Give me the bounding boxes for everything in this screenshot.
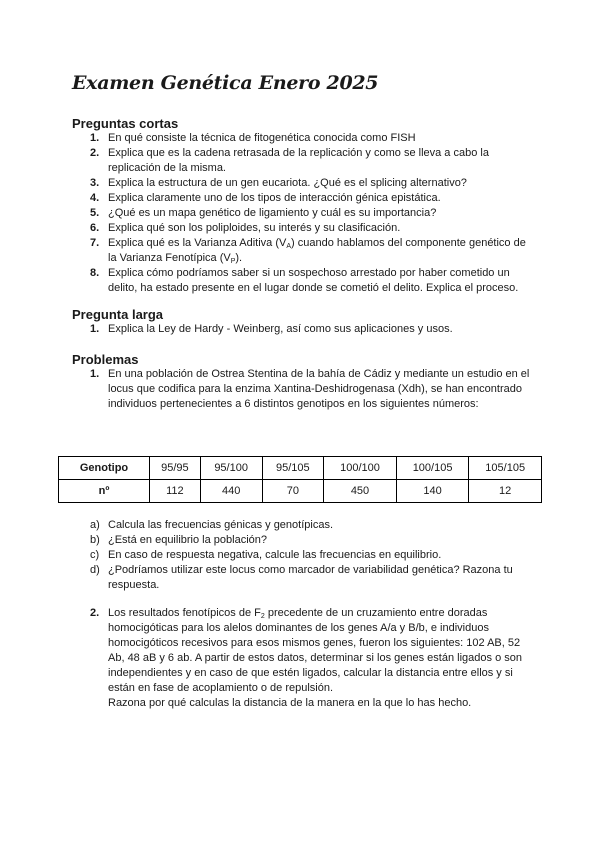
item-text: En caso de respuesta negativa, calcule las frecuencias en equilibrio.: [108, 549, 442, 561]
item-text: Explica qué son los poliploides, su interés y su clasificación.: [108, 222, 401, 234]
item-number: 3.: [90, 177, 100, 189]
exam-title: Examen Genética Enero 2025: [72, 72, 379, 94]
list-item: [72, 131, 532, 146]
list-item: [72, 206, 532, 221]
item-text: Los resultados fenotípicos de F: [108, 607, 261, 619]
table-row: [59, 480, 542, 503]
sub-questions-list: [72, 518, 532, 593]
section-heading-larga: Pregunta larga: [72, 307, 164, 322]
long-question-list: [72, 322, 532, 337]
table-header-cell: Genotipo: [59, 457, 150, 480]
item-text: Explica cómo podríamos saber si un sospechoso arrestado por haber cometido un delito, ha estado presente en el lugar donde se cometió el delito. Explica el proceso.: [108, 267, 519, 294]
item-number: 5.: [90, 207, 100, 219]
item-text: Razona por qué calculas la distancia de la manera en la que lo has hecho.: [108, 697, 472, 709]
list-item: [72, 518, 532, 533]
item-number: 1.: [90, 132, 100, 144]
item-label: a): [90, 519, 100, 531]
item-number: 2.: [90, 147, 100, 159]
item-text: ).: [235, 252, 243, 264]
subscript: A: [286, 243, 292, 250]
item-text: Calcula las frecuencias génicas y genotípicas.: [108, 519, 334, 531]
item-number: 6.: [90, 222, 100, 234]
item-number: 7.: [90, 237, 100, 249]
list-item: [72, 191, 532, 206]
genotype-table: [58, 456, 542, 503]
list-item: [72, 236, 532, 266]
table-cell: 440: [200, 480, 262, 503]
table-header-cell: 95/95: [150, 457, 201, 480]
table-cell: 140: [396, 480, 469, 503]
section-heading-cortas: Preguntas cortas: [72, 116, 179, 131]
table-header-cell: 105/105: [469, 457, 542, 480]
table-row: [59, 457, 542, 480]
problem-1: [72, 367, 532, 412]
item-text: En una población de Ostrea Stentina de la bahía de Cádiz y mediante un estudio en el locus que codifica para la enzima Xantina-Deshidrogenasa (Xdh), se han encontrado individuos pertenecientes a 6 distintos genotipos en los siguientes números:: [108, 368, 530, 410]
item-text: precedente de un cruzamiento entre doradas homocigóticas para los alelos dominantes de los genes A/a y B/b, e individuos homocigóticos recesivos para esos mismos genes, fueron los siguientes: 102 AB, 52 Ab, 48 aB y 6 ab. A partir de estos datos, determinar si los genes están ligados o son independientes y en caso de que estén ligados, calcular la distancia entre ellos y si están en fase de acoplamiento o de repulsión.: [108, 607, 522, 694]
item-text: ) cuando hablamos del componente genético de la Varianza Fenotípica (V: [108, 237, 526, 264]
table-cell: 450: [324, 480, 397, 503]
list-item: [72, 606, 532, 711]
item-text: Explica la Ley de Hardy - Weinberg, así como sus aplicaciones y usos.: [108, 323, 453, 335]
item-text: Explica que es la cadena retrasada de la replicación y como se lleva a cabo la replicación de la misma.: [108, 147, 489, 174]
item-label: b): [90, 534, 100, 546]
item-number: 2.: [90, 607, 100, 619]
item-number: 1.: [90, 368, 100, 380]
item-text: Explica claramente uno de los tipos de interacción génica epistática.: [108, 192, 441, 204]
item-text: Explica qué es la Varianza Aditiva (V: [108, 237, 287, 249]
table-cell: 12: [469, 480, 542, 503]
short-questions-list: [72, 131, 532, 296]
table-header-cell: 95/100: [200, 457, 262, 480]
subscript: P: [230, 258, 236, 265]
subscript: 2: [260, 613, 265, 620]
list-item: [72, 548, 532, 563]
item-number: 4.: [90, 192, 100, 204]
table-header-cell: 100/100: [324, 457, 397, 480]
item-number: 1.: [90, 323, 100, 335]
table-header-cell: 95/105: [262, 457, 324, 480]
list-item: [72, 367, 532, 412]
item-text: ¿Podríamos utilizar este locus como marcador de variabilidad genética? Razona tu respuesta.: [108, 564, 513, 591]
item-text: Explica la estructura de un gen eucariota. ¿Qué es el splicing alternativo?: [108, 177, 467, 189]
item-text: En qué consiste la técnica de fitogenética conocida como FISH: [108, 132, 416, 144]
item-label: d): [90, 564, 100, 576]
table-cell: 112: [150, 480, 201, 503]
item-label: c): [90, 549, 100, 561]
table-cell: nº: [59, 480, 150, 503]
section-heading-problemas: Problemas: [72, 352, 139, 367]
table-header-cell: 100/105: [396, 457, 469, 480]
list-item: [72, 176, 532, 191]
item-number: 8.: [90, 267, 100, 279]
list-item: [72, 533, 532, 548]
list-item: [72, 322, 532, 337]
list-item: [72, 146, 532, 176]
list-item: [72, 221, 532, 236]
table-cell: 70: [262, 480, 324, 503]
item-text: ¿Qué es un mapa genético de ligamiento y cuál es su importancia?: [108, 207, 437, 219]
list-item: [72, 563, 532, 593]
problem-2: [72, 606, 532, 711]
item-text: ¿Está en equilibrio la población?: [108, 534, 267, 546]
list-item: [72, 266, 532, 296]
